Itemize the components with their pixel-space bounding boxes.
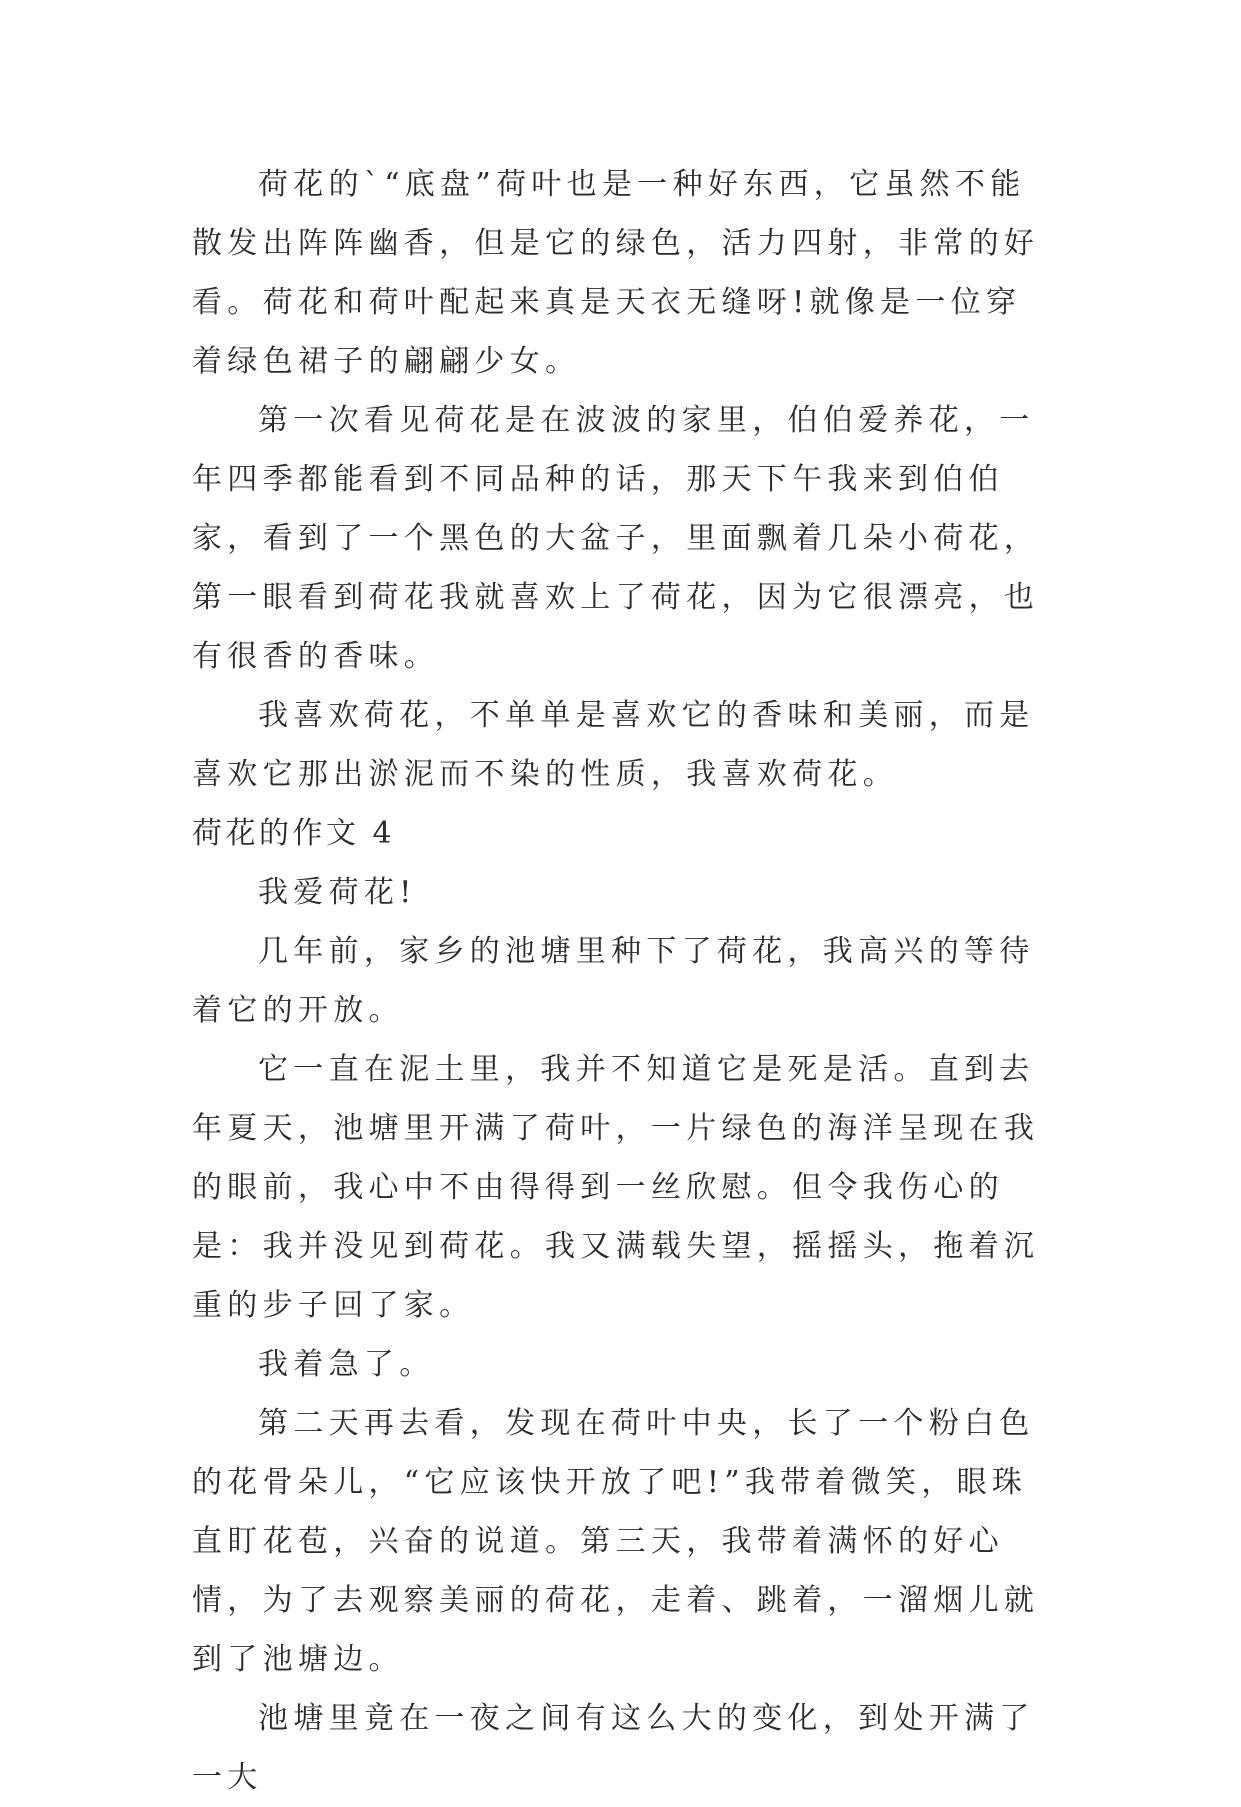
paragraph-i-love-lotus: 我爱荷花! <box>258 875 417 910</box>
paragraph-lotus-leaf: 荷花的`“底盘”荷叶也是一种好东西，它虽然不能散发出阵阵幽香，但是它的绿色，活力四射，非常的好看。荷花和荷叶配起来真是天衣无缝呀!就像是一位穿着绿色裙子的翩翩少女。 <box>192 167 1040 379</box>
paragraph-anxious: 我着急了。 <box>258 1347 435 1382</box>
paragraph-first-sight: 第一次看见荷花是在波波的家里，伯伯爱养花，一年四季都能看到不同品种的话，那天下午我来到伯伯家，看到了一个黑色的大盆子，里面飘着几朵小荷花，第一眼看到荷花我就喜欢上了荷花，因为它很漂亮，也有很香的香味。 <box>192 403 1040 674</box>
paragraph-years-ago: 几年前，家乡的池塘里种下了荷花，我高兴的等待着它的开放。 <box>192 934 1035 1028</box>
section-title: 荷花的作文 4 <box>192 816 396 851</box>
paragraph-why-i-like: 我喜欢荷花，不单单是喜欢它的香味和美丽，而是喜欢它那出淤泥而不染的性质，我喜欢荷花。 <box>192 698 1035 792</box>
document-body <box>192 155 1047 1807</box>
paragraph-in-the-mud: 它一直在泥土里，我并不知道它是死是活。直到去年夏天，池塘里开满了荷叶，一片绿色的海洋呈现在我的眼前，我心中不由得得到一丝欣慰。但令我伤心的是：我并没见到荷花。我又满载失望，摇摇头，拖着沉重的步子回了家。 <box>192 1052 1040 1323</box>
paragraph-second-day: 第二天再去看，发现在荷叶中央，长了一个粉白色的花骨朵儿，“它应该快开放了吧!”我带着微笑，眼珠直盯花苞，兴奋的说道。第三天，我带着满怀的好心情，为了去观察美丽的荷花，走着、跳着，一溜烟儿就到了池塘边。 <box>192 1406 1040 1677</box>
paragraph-overnight-change: 池塘里竟在一夜之间有这么大的变化，到处开满了一大 <box>192 1701 1035 1795</box>
